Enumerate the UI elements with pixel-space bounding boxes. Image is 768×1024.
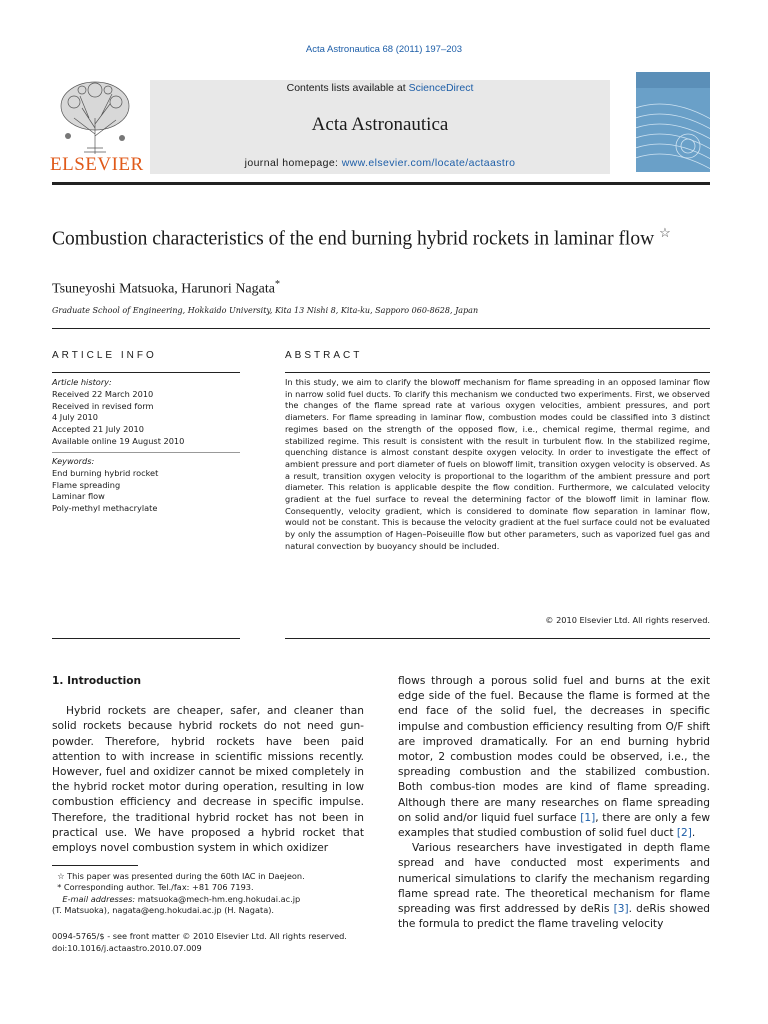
history-item: Received 22 March 2010 [52, 388, 154, 399]
keywords-rule [52, 452, 240, 453]
cover-art-icon [636, 72, 710, 172]
footnote[interactable]: (T. Matsuoka), nagata@eng.hokudai.ac.jp (H. Nagata). [52, 905, 275, 916]
doi-line[interactable]: doi:10.1016/j.actaastro.2010.07.009 [52, 942, 202, 953]
affiliation: Graduate School of Engineering, Hokkaido University, Kita 13 Nishi 8, Kita-ku, Sapporo 060-8628, Japan [52, 306, 479, 315]
footnote [52, 894, 364, 905]
author-list [52, 279, 280, 298]
footnote-text: Corresponding author. Tel./fax: +81 706 7193. [63, 882, 254, 893]
abstract-bottom-rule [285, 638, 710, 639]
homepage-link[interactable]: www.elsevier.com/locate/actaastro [341, 157, 516, 169]
article-title-text: Combustion characteristics of the end burning hybrid rockets in laminar flow [52, 228, 655, 250]
article-info-heading: ARTICLE INFO [52, 350, 157, 361]
history-item: Available online 19 August 2010 [52, 435, 185, 446]
history-item: Accepted 21 July 2010 [52, 424, 144, 435]
elsevier-logo [50, 78, 144, 176]
footnote [52, 871, 364, 882]
keyword-item: Flame spreading [52, 479, 121, 490]
email-label: E-mail addresses: [62, 893, 136, 904]
abstract-heading: ABSTRACT [285, 350, 363, 361]
history-item: 4 July 2010 [52, 412, 98, 423]
front-matter [52, 931, 382, 955]
keywords-label: Keywords: [52, 456, 95, 466]
contents-prefix: Contents lists available at [286, 82, 409, 94]
keyword-item: Poly-methyl methacrylate [52, 503, 158, 514]
keywords [52, 456, 240, 515]
email-link[interactable]: matsuoka@mech-hm.eng.hokudai.ac.jp [137, 893, 301, 904]
title-rule [52, 328, 710, 329]
copyright: © 2010 Elsevier Ltd. All rights reserved. [545, 615, 710, 625]
footnotes [52, 871, 364, 917]
footnote-mark: * [57, 882, 62, 893]
corresponding-mark[interactable]: * [274, 279, 280, 290]
elsevier-wordmark: ELSEVIER [50, 154, 144, 175]
keyword-item: End burning hybrid rocket [52, 467, 159, 478]
journal-banner [150, 80, 610, 174]
footnote-text: This paper was presented during the 60th IAC in Daejeon. [67, 871, 305, 881]
reference-link[interactable]: [3] [613, 903, 629, 916]
journal-cover-image [636, 72, 710, 172]
abstract-rule [285, 372, 710, 373]
homepage-prefix: journal homepage: [244, 157, 342, 169]
article-title [52, 220, 692, 252]
elsevier-tree-icon [54, 78, 136, 154]
contents-line [150, 82, 610, 94]
reference-link[interactable]: [2] [676, 827, 692, 840]
article-info-rule [52, 372, 240, 373]
section-heading: 1. Introduction [52, 675, 142, 687]
intro-paragraph [398, 841, 710, 932]
history-label: Article history: [52, 377, 112, 387]
footnote-mark: ☆ [57, 871, 65, 881]
paragraph-text: Various researchers have investigated in depth flame spread and have conducted most experiments and numerical simulations to clarify the mechanism regarding flame spread rate. The theoretical mechanism for flame spreading was first addressed by deRis [398, 842, 710, 916]
body-left-column [52, 674, 364, 856]
sciencedirect-link[interactable]: ScienceDirect [408, 82, 474, 94]
title-footnote-mark[interactable]: ☆ [659, 225, 671, 240]
article-info-bottom-rule [52, 638, 240, 639]
footnote [52, 882, 364, 893]
intro-paragraph-continued [398, 674, 710, 841]
paragraph-text: . [691, 827, 696, 840]
journal-citation[interactable]: Acta Astronautica 68 (2011) 197–203 [305, 44, 463, 55]
header-rule [52, 182, 710, 185]
abstract-text: In this study, we aim to clarify the blowoff mechanism for flame spreading in an opposed laminar flow in narrow solid fuel ducts. To clarify this mechanism we conducted two experiments. First, we observed the changes of the flame spread rate at various oxygen velocities, ambient pressures, and port diameters. For flame spreading in laminar flow, combustion modes could be classified into 3 distinct regimes based on the strength of the opposed flow, i.e., chemical regime, thermal regime, and stabilized regime. This result is consistent with the result in turbulent flow. In the stabilized regime, quenching distance is almost constant despite oxygen velocity. In order to investigate the effect of ambient pressure and port diameter of fuels on blowoff limit, transition oxygen velocity is observed. As a result, transition oxygen velocity is proportional to the logarithm of the ambient pressure and port diameter. This relation is applicable despite the flow condition. Furthermore, we calculated velocity gradient at the fuel surface to reveal the determining factor of the blowoff limit in laminar flow. Consequently, velocity gradient, which is considered to dominate flow separation in laminar flow, would not be constant. This is because the velocity gradient at the fuel surface could not be evaluated by only the assumption of Hagen–Poiseuille flow but other parameters, such as vaporized fuel gas and natural convection by buoyancy should be included. [285, 377, 710, 551]
homepage-line [150, 157, 610, 169]
paragraph-text: . deRis showed the formula to predict the flame traveling velocity [398, 903, 710, 931]
paragraph-text: flows through a porous solid fuel and burns at the exit edge side of the fuel. Because the flame is formed at the end face of the solid fuel, the decreases in specific impulse and combustion efficiency resulting from O/F shift are improved dramatically. For an end burning hybrid motor, 2 combustion modes could be observed, i.e., the spreading combustion and the stabilized combustion. Both combus-tion modes are kind of flame spreading. Although there are many researches on flame spreading on solid and/or liquid fuel surface [398, 675, 710, 824]
article-history [52, 377, 240, 448]
history-item: Received in revised form [52, 400, 154, 411]
body-right-column [398, 674, 710, 932]
paragraph-text: , there are only a few examples that studied combustion of solid fuel duct [398, 811, 710, 840]
intro-paragraph: Hybrid rockets are cheaper, safer, and cleaner than solid rockets because hybrid rockets do not need gun-powder. Therefore, hybrid rockets have been paid attention to with increase in scientific missions recently. However, fuel and oxidizer cannot be mixed completely in the hybrid rocket motor during operation, resulting in low combustion efficiency and decrease in specific impulse. Therefore, the traditional hybrid rocket has not been in practical use. We have proposed a hybrid rocket that employs novel combustion system in which oxidizer [52, 705, 364, 855]
journal-title: Acta Astronautica [311, 114, 449, 135]
keyword-item: Laminar flow [52, 491, 105, 502]
footnote-rule [52, 865, 138, 866]
reference-link[interactable]: [1] [580, 811, 596, 824]
authors-text: Tsuneyoshi Matsuoka, Harunori Nagata [52, 281, 275, 297]
issn-line: 0094-5765/$ - see front matter © 2010 Elsevier Ltd. All rights reserved. [52, 931, 347, 941]
